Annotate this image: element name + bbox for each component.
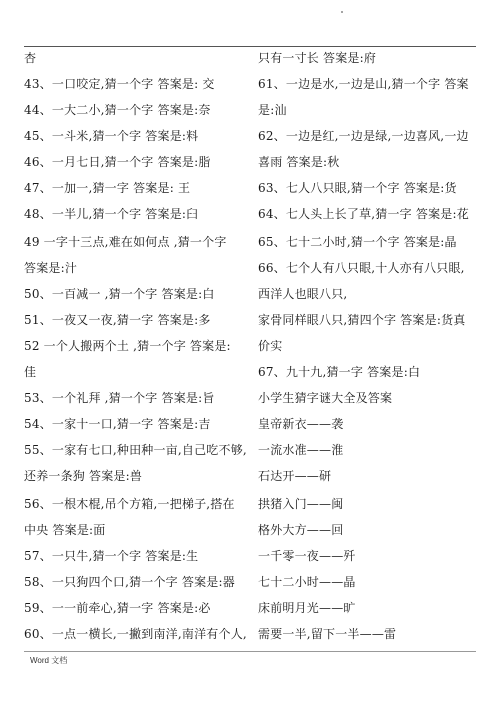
text-line: 需要一半,留下一半——雷 (258, 627, 397, 641)
text-line: 家骨同样眼八只,猜四个字 答案是:货真 (258, 313, 466, 327)
text-line: 65、七十二小时,猜一个字 答案是:晶 (258, 235, 457, 249)
text-line: 64、七人头上长了草,猜一字 答案是:花 (258, 207, 469, 221)
text-line: 佳 (24, 365, 37, 379)
text-line: 59、一一前牵心,猜一字 答案是:必 (24, 601, 211, 615)
text-line: 还养一条狗 答案是:兽 (24, 469, 143, 483)
text-line: 47、一加一,猜一字 答案是: 王 (24, 181, 191, 195)
text-line: 只有一寸长 答案是:府 (258, 51, 377, 65)
section-heading: 小学生猜字谜大全及答案 (258, 391, 393, 405)
scan-speck (341, 11, 343, 13)
text-line: 是:汕 (258, 103, 287, 117)
text-line: 价实 (258, 339, 283, 353)
text-line: 七十二小时——晶 (258, 575, 356, 589)
text-line: 43、一口咬定,猜一个字 答案是: 交 (24, 77, 215, 91)
text-line: 62、一边是红,一边是绿,一边喜风,一边 (258, 129, 469, 143)
text-line: 48、一半儿,猜一个字 答案是:臼 (24, 207, 199, 221)
text-line: 49 一字十三点,难在如何点 ,猜一个字 (24, 235, 227, 249)
text-line: 西洋人也眼八只, (258, 287, 348, 301)
text-line: 51、一夜又一夜,猜一字 答案是:多 (24, 313, 211, 327)
text-line: 杏 (24, 51, 37, 65)
text-line: 46、一月七日,猜一个字 答案是:脂 (24, 155, 211, 169)
text-line: 63、七人八只眼,猜一个字 答案是:货 (258, 181, 457, 195)
text-line: 石达开——研 (258, 469, 332, 483)
text-line: 44、一大二小,猜一个字 答案是:奈 (24, 103, 211, 117)
text-line: 床前明月光——旷 (258, 601, 356, 615)
text-line: 54、一家十一口,猜一字 答案是:吉 (24, 417, 211, 431)
text-line: 67、九十九,猜一字 答案是:白 (258, 365, 421, 379)
text-line: 50、一百减一 ,猜一个字 答案是:白 (24, 287, 215, 301)
text-line: 中央 答案是:面 (24, 523, 106, 537)
text-line: 60、一点一横长,一撇到南洋,南洋有个人, (24, 627, 247, 641)
text-line: 拱猪入门——闽 (258, 497, 344, 511)
header-rule (24, 46, 476, 47)
text-line: 56、一根木棍,吊个方箱,一把梯子,搭在 (24, 497, 235, 511)
text-line: 57、一只牛,猜一个字 答案是:生 (24, 549, 199, 563)
text-line: 45、一斗米,猜一个字 答案是:料 (24, 129, 199, 143)
text-line: 一流水准——淮 (258, 443, 344, 457)
text-line: 66、七个人有八只眼,十人亦有八只眼, (258, 261, 465, 275)
text-line: 一千零一夜——歼 (258, 549, 356, 563)
footer-rule (24, 651, 476, 652)
text-line: 格外大方——回 (258, 523, 344, 537)
text-line: 61、一边是水,一边是山,猜一个字 答案 (258, 77, 469, 91)
text-line: 58、一只狗四个口,猜一个字 答案是:器 (24, 575, 235, 589)
text-line: 53、一个礼拜 ,猜一个字 答案是:旨 (24, 391, 215, 405)
text-line: 52 一个人搬两个土 ,猜一个字 答案是: (24, 339, 231, 353)
text-line: 答案是:汁 (24, 261, 78, 275)
text-line: 55、一家有七口,种田种一亩,自己吃不够, (24, 443, 247, 457)
text-line: 皇帝新衣——袭 (258, 417, 344, 431)
text-line: 喜雨 答案是:秋 (258, 155, 340, 169)
footer-label: Word 文档 (30, 656, 68, 665)
